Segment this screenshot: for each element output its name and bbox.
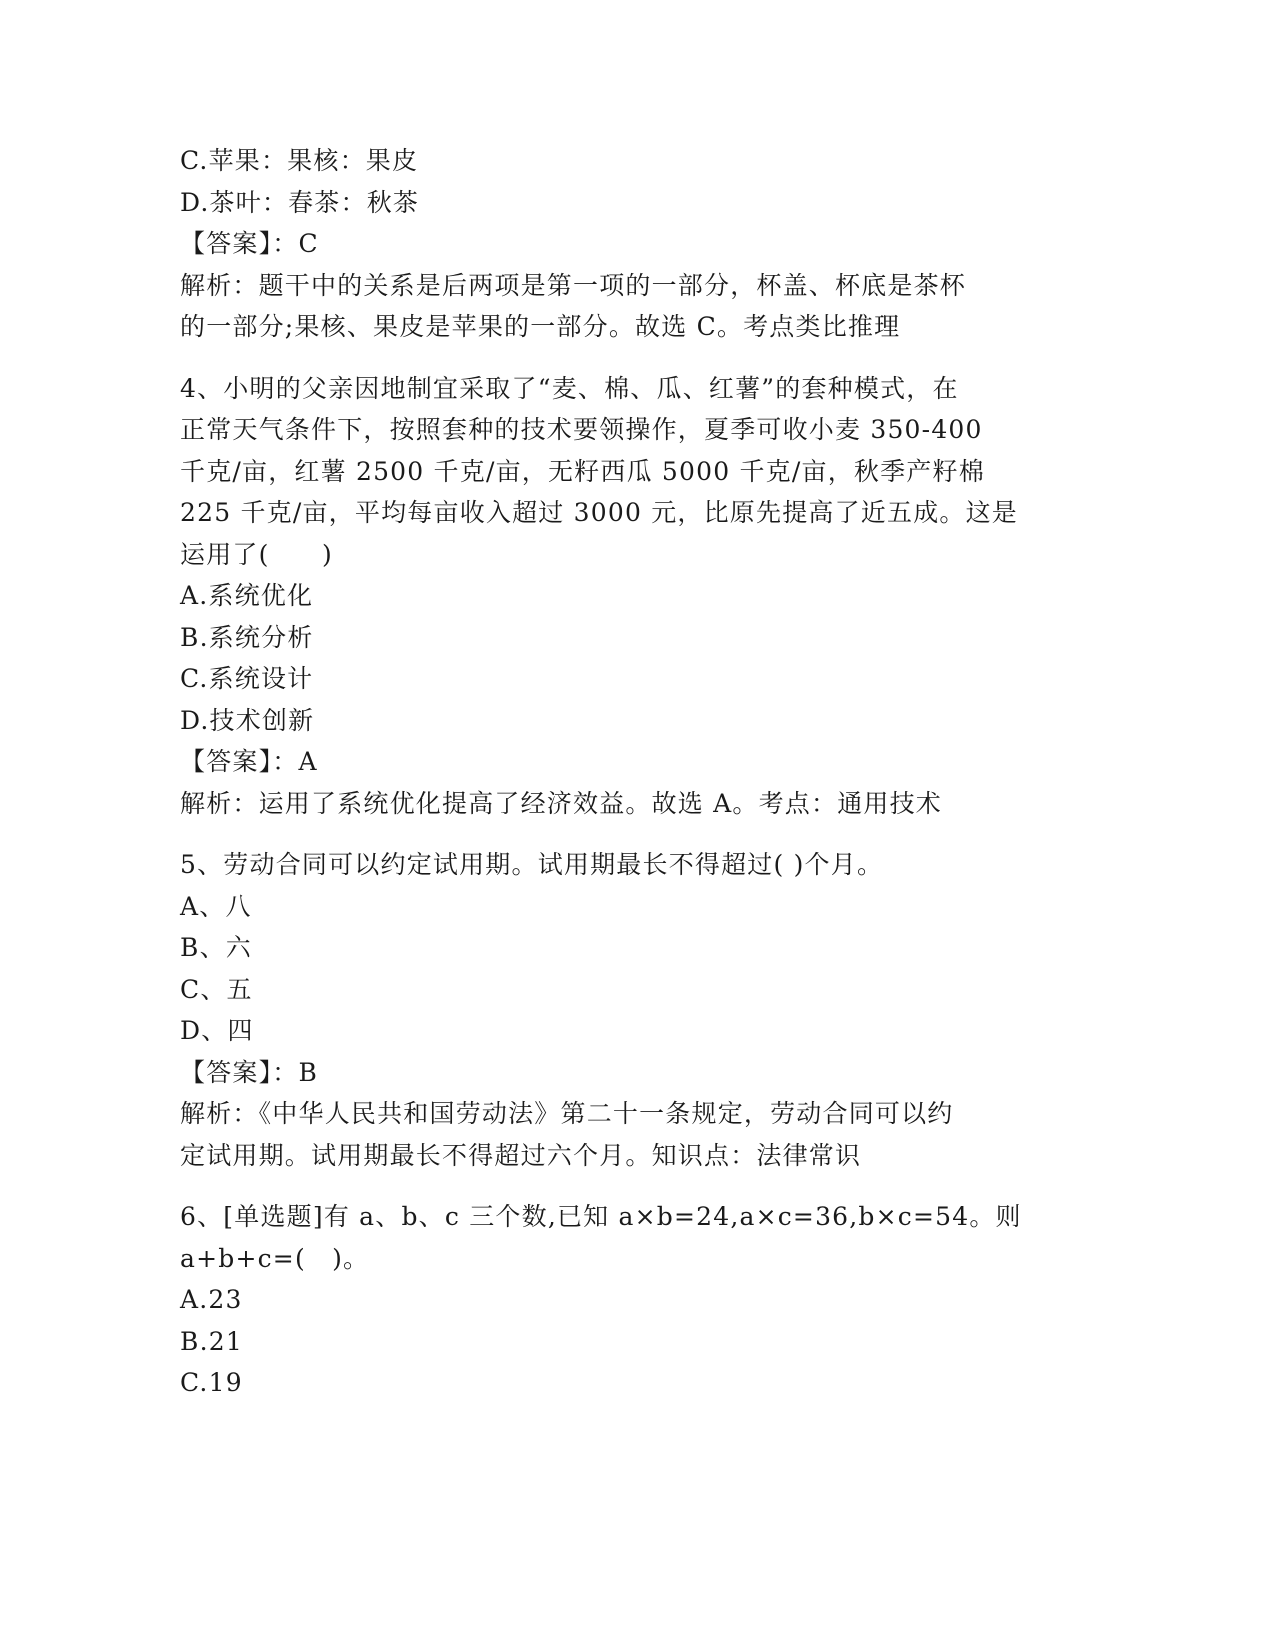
question-stem-line: 正常天气条件下，按照套种的技术要领操作，夏季可收小麦 350-400 — [180, 415, 983, 444]
question-stem-line: 运用了( ) — [180, 539, 333, 569]
option-c: C.19 — [180, 1368, 243, 1397]
question-stem-line: 6、[单选题]有 a、b、c 三个数,已知 a×b=24,a×c=36,b×c=54。则 — [180, 1202, 1022, 1231]
option-a: A、八 — [180, 891, 252, 921]
question-stem-line: 5、劳动合同可以约定试用期。试用期最长不得超过( )个月。 — [180, 850, 884, 879]
answer: 【答案】：A — [180, 747, 318, 776]
analysis-line: 解析：运用了系统优化提高了经济效益。故选 A。考点：通用技术 — [180, 788, 943, 818]
answer: 【答案】：B — [180, 1057, 319, 1087]
option-d: D、四 — [180, 1016, 254, 1045]
option-d: D.茶叶：春茶：秋茶 — [180, 187, 420, 217]
question-stem-line: 225 千克/亩，平均每亩收入超过 3000 元，比原先提高了近五成。这是 — [180, 498, 1019, 527]
option-c: C、五 — [180, 974, 253, 1004]
option-c: C.苹果：果核：果皮 — [180, 146, 419, 175]
analysis-line: 解析：题干中的关系是后两项是第一项的一部分，杯盖、杯底是茶杯 — [180, 270, 967, 300]
question-stem-line: a+b+c=( )。 — [180, 1243, 370, 1273]
answer: 【答案】：C — [180, 229, 319, 258]
option-a: A.系统优化 — [180, 581, 314, 610]
option-a: A.23 — [180, 1285, 243, 1314]
analysis-line: 的一部分;果核、果皮是苹果的一部分。故选 C。考点类比推理 — [180, 312, 901, 341]
document-page — [180, 140, 1060, 1404]
option-c: C.系统设计 — [180, 664, 314, 693]
option-d: D.技术创新 — [180, 705, 315, 735]
option-b: B、六 — [180, 933, 252, 962]
question-6 — [180, 1196, 1060, 1404]
analysis-line: 解析：《中华人民共和国劳动法》第二十一条规定，劳动合同可以约 — [180, 1099, 954, 1128]
question-3-tail — [180, 140, 1060, 348]
question-5 — [180, 844, 1060, 1176]
question-4 — [180, 368, 1060, 825]
analysis-line: 定试用期。试用期最长不得超过六个月。知识点：法律常识 — [180, 1140, 862, 1170]
option-b: B.21 — [180, 1326, 243, 1356]
option-b: B.系统分析 — [180, 622, 314, 652]
question-stem-line: 千克/亩，红薯 2500 千克/亩，无籽西瓜 5000 千克/亩，秋季产籽棉 — [180, 456, 985, 486]
question-stem-line: 4、小明的父亲因地制宜采取了“麦、棉、瓜、红薯”的套种模式，在 — [180, 373, 959, 403]
